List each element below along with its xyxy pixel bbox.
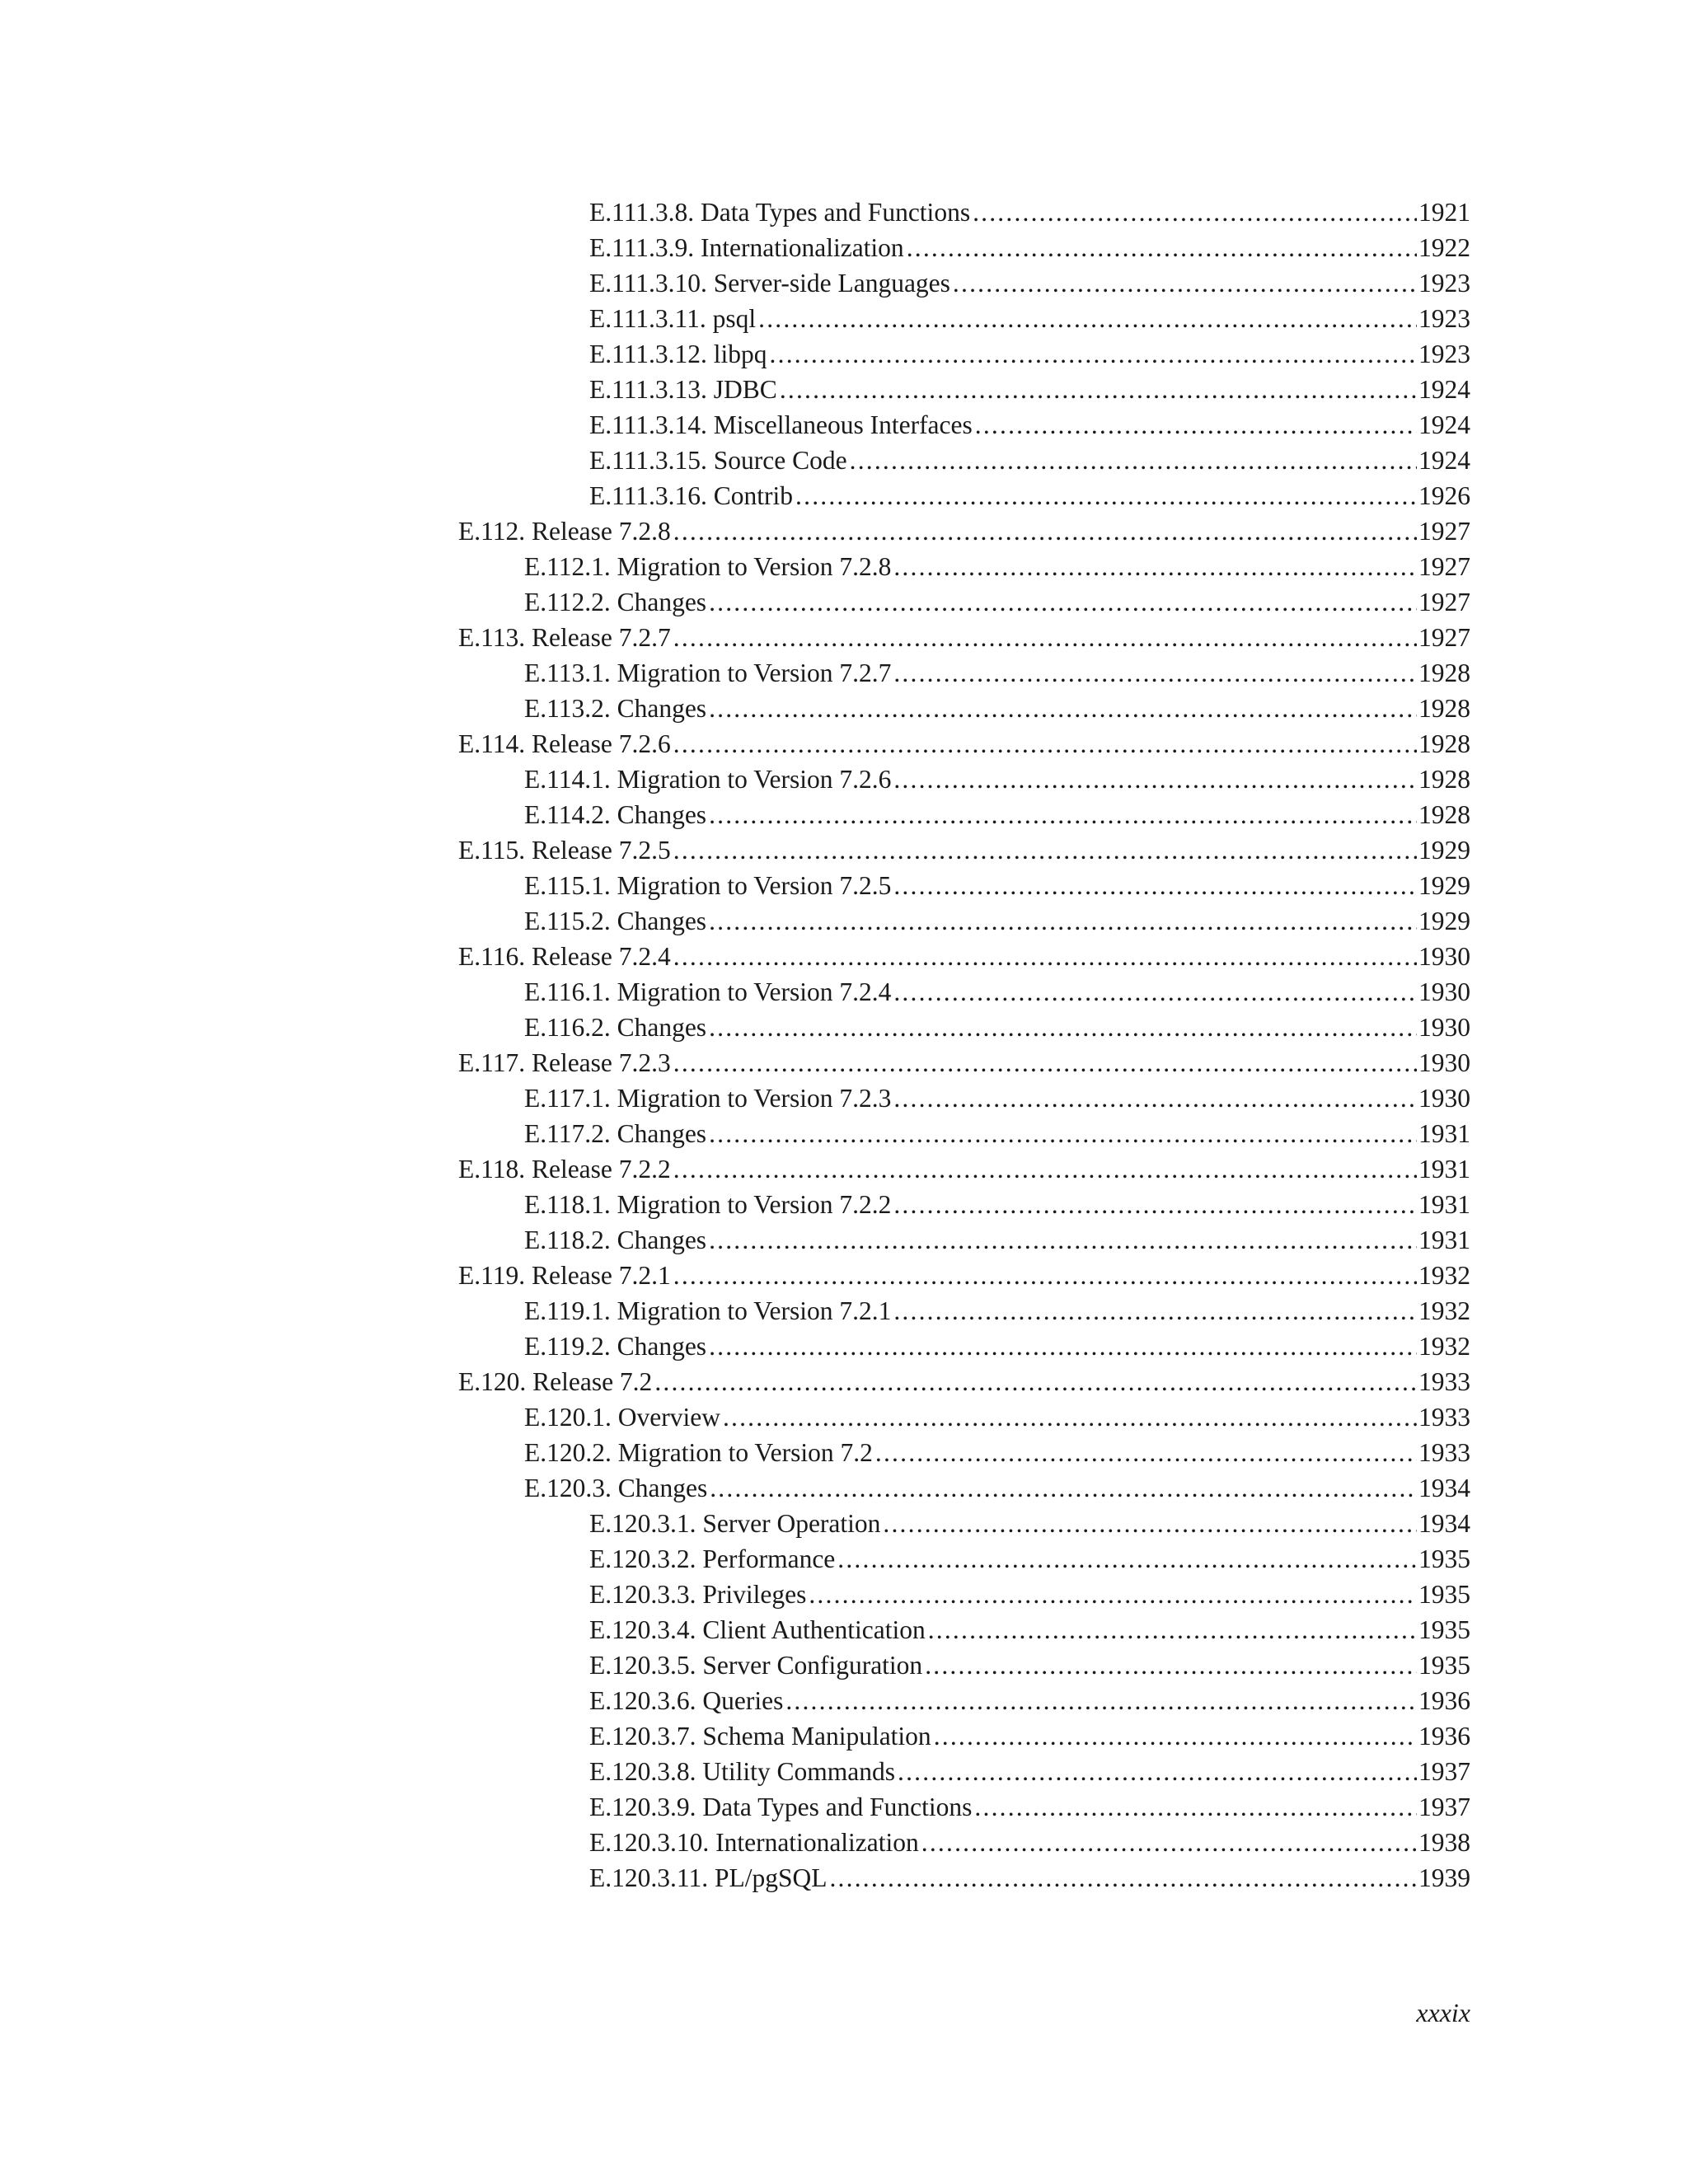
dot-leader — [829, 1860, 1417, 1896]
toc-entry-line — [589, 1541, 1470, 1577]
toc-entry-title: E.120.3.5. Server Configuration — [589, 1651, 923, 1680]
toc-entry-line — [458, 1364, 1470, 1399]
toc-entry-title: E.111.3.11. psql — [589, 304, 757, 333]
toc-entry-page: 1938 — [1418, 1828, 1470, 1857]
toc-entry-page: 1934 — [1418, 1474, 1470, 1502]
toc-entry-line — [458, 726, 1470, 762]
toc-entry-line — [524, 1293, 1470, 1329]
toc-entry-title: E.120.3.2. Performance — [589, 1544, 836, 1573]
toc-entry-page: 1929 — [1418, 871, 1470, 900]
dot-leader — [925, 1647, 1417, 1683]
toc-entry-title: E.120.3.10. Internationalization — [589, 1828, 919, 1857]
toc-entry[interactable] — [0, 1470, 1688, 1506]
toc-entry-page: 1923 — [1418, 269, 1470, 298]
toc-entry-title: E.120.3.9. Data Types and Functions — [589, 1793, 973, 1821]
toc-entry[interactable] — [0, 1045, 1688, 1080]
dot-leader — [883, 1506, 1417, 1541]
toc-entry[interactable] — [0, 194, 1688, 230]
toc-entry-line — [458, 513, 1470, 549]
dot-leader — [893, 1080, 1417, 1116]
toc-entry-page: 1935 — [1418, 1580, 1470, 1609]
toc-entry-page: 1930 — [1418, 1013, 1470, 1042]
toc-entry[interactable] — [0, 443, 1688, 478]
toc-entry-line — [524, 1080, 1470, 1116]
toc-entry-line — [524, 691, 1470, 726]
toc-entry-title: E.120.3.3. Privileges — [589, 1580, 807, 1609]
toc-entry-line — [589, 1647, 1470, 1683]
toc-entry[interactable] — [0, 1399, 1688, 1435]
toc-entry-page: 1927 — [1418, 623, 1470, 652]
toc-entry-title: E.114.2. Changes — [524, 800, 707, 829]
toc-entry-page: 1923 — [1418, 304, 1470, 333]
toc-entry-line — [589, 301, 1470, 336]
toc-entry[interactable] — [0, 478, 1688, 513]
toc-entry-title: E.119.1. Migration to Version 7.2.1 — [524, 1296, 892, 1325]
toc-entry-page: 1927 — [1418, 552, 1470, 581]
dot-leader — [673, 1258, 1417, 1293]
toc-entry-page: 1929 — [1418, 836, 1470, 865]
toc-entry-title: E.117.1. Migration to Version 7.2.3 — [524, 1084, 892, 1113]
toc-entry-title: E.120.3. Changes — [524, 1474, 708, 1502]
toc-entry-line — [589, 407, 1470, 443]
toc-entry-line — [589, 1612, 1470, 1647]
toc-entry-line — [524, 797, 1470, 832]
dot-leader — [673, 1045, 1417, 1080]
toc-entry-title: E.111.3.10. Server-side Languages — [589, 269, 950, 298]
dot-leader — [673, 1151, 1417, 1187]
toc-entry-page: 1929 — [1418, 907, 1470, 935]
toc-entry[interactable] — [0, 407, 1688, 443]
toc-entry-title: E.111.3.16. Contrib — [589, 481, 794, 510]
toc-entry-page: 1931 — [1418, 1226, 1470, 1254]
toc-entry-line — [589, 478, 1470, 513]
dot-leader — [975, 407, 1417, 443]
dot-leader — [973, 194, 1417, 230]
toc-entry[interactable] — [0, 230, 1688, 265]
dot-leader — [673, 726, 1417, 762]
toc-entry-page: 1930 — [1418, 1084, 1470, 1113]
dot-leader — [709, 691, 1417, 726]
toc-entry-line — [589, 1506, 1470, 1541]
dot-leader — [850, 443, 1417, 478]
toc-entry[interactable] — [0, 584, 1688, 620]
toc-entry-page: 1932 — [1418, 1261, 1470, 1290]
toc-entry[interactable] — [0, 1116, 1688, 1151]
dot-leader — [953, 265, 1417, 301]
toc-entry-line — [458, 832, 1470, 868]
toc-entry-line — [589, 1718, 1470, 1754]
toc-entry[interactable] — [0, 1010, 1688, 1045]
toc-entry-title: E.120.3.8. Utility Commands — [589, 1757, 896, 1786]
dot-leader — [795, 478, 1417, 513]
dot-leader — [780, 372, 1417, 407]
toc-entry-line — [589, 336, 1470, 372]
toc-entry-line — [589, 1789, 1470, 1825]
toc-entry-page: 1935 — [1418, 1544, 1470, 1573]
page-number: xxxix — [1416, 1998, 1470, 2027]
toc-entry[interactable] — [0, 797, 1688, 832]
toc-entry-title: E.113.2. Changes — [524, 694, 707, 723]
toc-entry-title: E.113. Release 7.2.7 — [458, 623, 671, 652]
dot-leader — [673, 620, 1417, 655]
toc-entry[interactable] — [0, 1860, 1688, 1896]
toc-entry-line — [524, 549, 1470, 584]
dot-leader — [673, 832, 1417, 868]
dot-leader — [785, 1683, 1417, 1718]
toc-entry-line — [524, 868, 1470, 903]
toc-entry[interactable] — [0, 1329, 1688, 1364]
toc-entry[interactable] — [0, 974, 1688, 1010]
toc-entry[interactable] — [0, 1825, 1688, 1860]
toc-entry-page: 1921 — [1418, 198, 1470, 227]
dot-leader — [709, 1222, 1417, 1258]
toc-entry-line — [524, 1010, 1470, 1045]
toc-entry-title: E.119. Release 7.2.1 — [458, 1261, 671, 1290]
toc-entry-title: E.118.1. Migration to Version 7.2.2 — [524, 1190, 892, 1219]
toc-entry[interactable] — [0, 1222, 1688, 1258]
toc-entry-page: 1931 — [1418, 1119, 1470, 1148]
toc-entry-line — [524, 762, 1470, 797]
dot-leader — [875, 1435, 1417, 1470]
toc-entry-title: E.120.3.11. PL/pgSQL — [589, 1863, 828, 1892]
toc-entry[interactable] — [0, 1364, 1688, 1399]
toc-entry-line — [524, 584, 1470, 620]
dot-leader — [898, 1754, 1417, 1789]
toc-entry-page: 1928 — [1418, 694, 1470, 723]
toc-entry[interactable] — [0, 1293, 1688, 1329]
toc-entry-title: E.111.3.9. Internationalization — [589, 233, 904, 262]
toc-entry-line — [458, 620, 1470, 655]
toc-entry-line — [524, 1470, 1470, 1506]
toc-entry-title: E.120.3.4. Client Authentication — [589, 1615, 926, 1644]
toc-entry[interactable] — [0, 513, 1688, 549]
toc-entry-title: E.120. Release 7.2 — [458, 1367, 653, 1396]
toc-entry-title: E.114. Release 7.2.6 — [458, 729, 671, 758]
toc-entry-line — [589, 1825, 1470, 1860]
toc-entry-page: 1939 — [1418, 1863, 1470, 1892]
toc-entry-page: 1926 — [1418, 481, 1470, 510]
toc-entry-page: 1933 — [1418, 1367, 1470, 1396]
toc-entry-page: 1936 — [1418, 1686, 1470, 1715]
toc-entry-title: E.111.3.12. libpq — [589, 340, 767, 368]
toc-entry-page: 1933 — [1418, 1438, 1470, 1467]
toc-entry[interactable] — [0, 1612, 1688, 1647]
dot-leader — [974, 1789, 1417, 1825]
toc-entry[interactable] — [0, 655, 1688, 691]
dot-leader — [709, 1116, 1417, 1151]
dot-leader — [710, 1470, 1417, 1506]
toc-entry-title: E.118. Release 7.2.2 — [458, 1155, 671, 1183]
toc-entry-line — [589, 443, 1470, 478]
toc-entry-title: E.112.1. Migration to Version 7.2.8 — [524, 552, 892, 581]
dot-leader — [809, 1577, 1417, 1612]
toc-entry-title: E.114.1. Migration to Version 7.2.6 — [524, 765, 892, 794]
toc-entry-line — [524, 1116, 1470, 1151]
toc-entry-line — [458, 1045, 1470, 1080]
toc-entry-line — [589, 194, 1470, 230]
toc-entry-page: 1927 — [1418, 517, 1470, 546]
toc-entry[interactable] — [0, 762, 1688, 797]
toc-entry-page: 1923 — [1418, 340, 1470, 368]
toc-entry-page: 1931 — [1418, 1155, 1470, 1183]
toc-entry-page: 1930 — [1418, 1048, 1470, 1077]
toc-entry-page: 1928 — [1418, 765, 1470, 794]
toc-entry-title: E.120.3.1. Server Operation — [589, 1509, 881, 1538]
toc-entry-line — [589, 1683, 1470, 1718]
toc-entry-title: E.116. Release 7.2.4 — [458, 942, 671, 971]
dot-leader — [928, 1612, 1417, 1647]
toc-entry-line — [458, 1258, 1470, 1293]
toc-entry[interactable] — [0, 1506, 1688, 1541]
toc-entry-title: E.111.3.15. Source Code — [589, 446, 847, 475]
dot-leader — [673, 513, 1417, 549]
toc-entry[interactable] — [0, 1080, 1688, 1116]
toc-entry-page: 1924 — [1418, 410, 1470, 439]
toc-entry-title: E.120.2. Migration to Version 7.2 — [524, 1438, 873, 1467]
toc-entry[interactable] — [0, 939, 1688, 974]
toc-entry-line — [458, 939, 1470, 974]
toc-entry[interactable] — [0, 372, 1688, 407]
toc-entry-line — [524, 903, 1470, 939]
toc-entry-page: 1932 — [1418, 1332, 1470, 1361]
toc-entry[interactable] — [0, 265, 1688, 301]
toc-entry-title: E.120.1. Overview — [524, 1403, 720, 1432]
toc-entry-line — [524, 1399, 1470, 1435]
dot-leader — [758, 301, 1417, 336]
toc-entry-line — [524, 974, 1470, 1010]
dot-leader — [893, 655, 1417, 691]
dot-leader — [934, 1718, 1417, 1754]
dot-leader — [709, 903, 1417, 939]
toc-entry-page: 1927 — [1418, 588, 1470, 616]
toc-entry[interactable] — [0, 620, 1688, 655]
toc-entry-page: 1937 — [1418, 1757, 1470, 1786]
toc-entry[interactable] — [0, 726, 1688, 762]
toc-entry-title: E.111.3.14. Miscellaneous Interfaces — [589, 410, 973, 439]
toc-entry[interactable] — [0, 1647, 1688, 1683]
toc-entry-line — [589, 372, 1470, 407]
toc-entry[interactable] — [0, 1435, 1688, 1470]
dot-leader — [893, 974, 1417, 1010]
toc-entry-title: E.115. Release 7.2.5 — [458, 836, 671, 865]
dot-leader — [673, 939, 1417, 974]
dot-leader — [893, 1293, 1417, 1329]
toc-entry-title: E.112.2. Changes — [524, 588, 707, 616]
toc-entry-page: 1933 — [1418, 1403, 1470, 1432]
toc-entry-page: 1928 — [1418, 729, 1470, 758]
toc-entry-line — [458, 1151, 1470, 1187]
toc-entry[interactable] — [0, 691, 1688, 726]
toc-entry-page: 1935 — [1418, 1615, 1470, 1644]
toc-entry-title: E.117.2. Changes — [524, 1119, 707, 1148]
toc-entry-title: E.111.3.13. JDBC — [589, 375, 777, 404]
table-of-contents — [0, 194, 1688, 1896]
toc-entry[interactable] — [0, 549, 1688, 584]
toc-entry[interactable] — [0, 1541, 1688, 1577]
toc-entry-title: E.117. Release 7.2.3 — [458, 1048, 671, 1077]
toc-entry[interactable] — [0, 1718, 1688, 1754]
toc-entry-page: 1928 — [1418, 800, 1470, 829]
toc-entry-line — [524, 1435, 1470, 1470]
toc-entry[interactable] — [0, 832, 1688, 868]
dot-leader — [893, 762, 1417, 797]
dot-leader — [837, 1541, 1417, 1577]
toc-entry-page: 1924 — [1418, 446, 1470, 475]
toc-entry-line — [589, 1860, 1470, 1896]
dot-leader — [893, 868, 1417, 903]
toc-entry[interactable] — [0, 336, 1688, 372]
dot-leader — [709, 584, 1417, 620]
toc-entry-line — [589, 1577, 1470, 1612]
toc-entry-title: E.115.2. Changes — [524, 907, 707, 935]
dot-leader — [770, 336, 1417, 372]
toc-entry-page: 1936 — [1418, 1722, 1470, 1750]
dot-leader — [893, 549, 1417, 584]
toc-entry[interactable] — [0, 868, 1688, 903]
toc-entry-title: E.112. Release 7.2.8 — [458, 517, 671, 546]
toc-entry-title: E.115.1. Migration to Version 7.2.5 — [524, 871, 892, 900]
toc-entry-page: 1930 — [1418, 942, 1470, 971]
toc-entry-page: 1932 — [1418, 1296, 1470, 1325]
dot-leader — [921, 1825, 1417, 1860]
toc-entry-line — [524, 1187, 1470, 1222]
dot-leader — [654, 1364, 1417, 1399]
toc-entry-title: E.113.1. Migration to Version 7.2.7 — [524, 658, 892, 687]
toc-entry-line — [589, 230, 1470, 265]
toc-entry-line — [524, 1222, 1470, 1258]
toc-entry-page: 1928 — [1418, 658, 1470, 687]
dot-leader — [907, 230, 1417, 265]
dot-leader — [893, 1187, 1417, 1222]
toc-entry-title: E.120.3.6. Queries — [589, 1686, 784, 1715]
toc-entry-page: 1937 — [1418, 1793, 1470, 1821]
toc-entry-title: E.116.2. Changes — [524, 1013, 707, 1042]
dot-leader — [723, 1399, 1417, 1435]
toc-entry-page: 1924 — [1418, 375, 1470, 404]
toc-entry-page: 1922 — [1418, 233, 1470, 262]
toc-entry[interactable] — [0, 1258, 1688, 1293]
toc-entry-title: E.111.3.8. Data Types and Functions — [589, 198, 971, 227]
toc-entry-page: 1931 — [1418, 1190, 1470, 1219]
toc-entry-line — [589, 1754, 1470, 1789]
toc-entry[interactable] — [0, 1151, 1688, 1187]
toc-entry-page: 1935 — [1418, 1651, 1470, 1680]
toc-entry-page: 1930 — [1418, 977, 1470, 1006]
toc-entry[interactable] — [0, 1754, 1688, 1789]
toc-entry-title: E.116.1. Migration to Version 7.2.4 — [524, 977, 892, 1006]
dot-leader — [709, 1010, 1417, 1045]
toc-entry-title: E.119.2. Changes — [524, 1332, 707, 1361]
toc-entry[interactable] — [0, 1577, 1688, 1612]
toc-entry-line — [524, 655, 1470, 691]
dot-leader — [709, 1329, 1417, 1364]
toc-entry-line — [589, 265, 1470, 301]
dot-leader — [709, 797, 1417, 832]
toc-entry[interactable] — [0, 1683, 1688, 1718]
toc-entry[interactable] — [0, 301, 1688, 336]
toc-entry-line — [524, 1329, 1470, 1364]
toc-entry-title: E.120.3.7. Schema Manipulation — [589, 1722, 931, 1750]
toc-entry-title: E.118.2. Changes — [524, 1226, 707, 1254]
toc-entry[interactable] — [0, 1789, 1688, 1825]
toc-entry[interactable] — [0, 1187, 1688, 1222]
toc-entry-page: 1934 — [1418, 1509, 1470, 1538]
toc-entry[interactable] — [0, 903, 1688, 939]
